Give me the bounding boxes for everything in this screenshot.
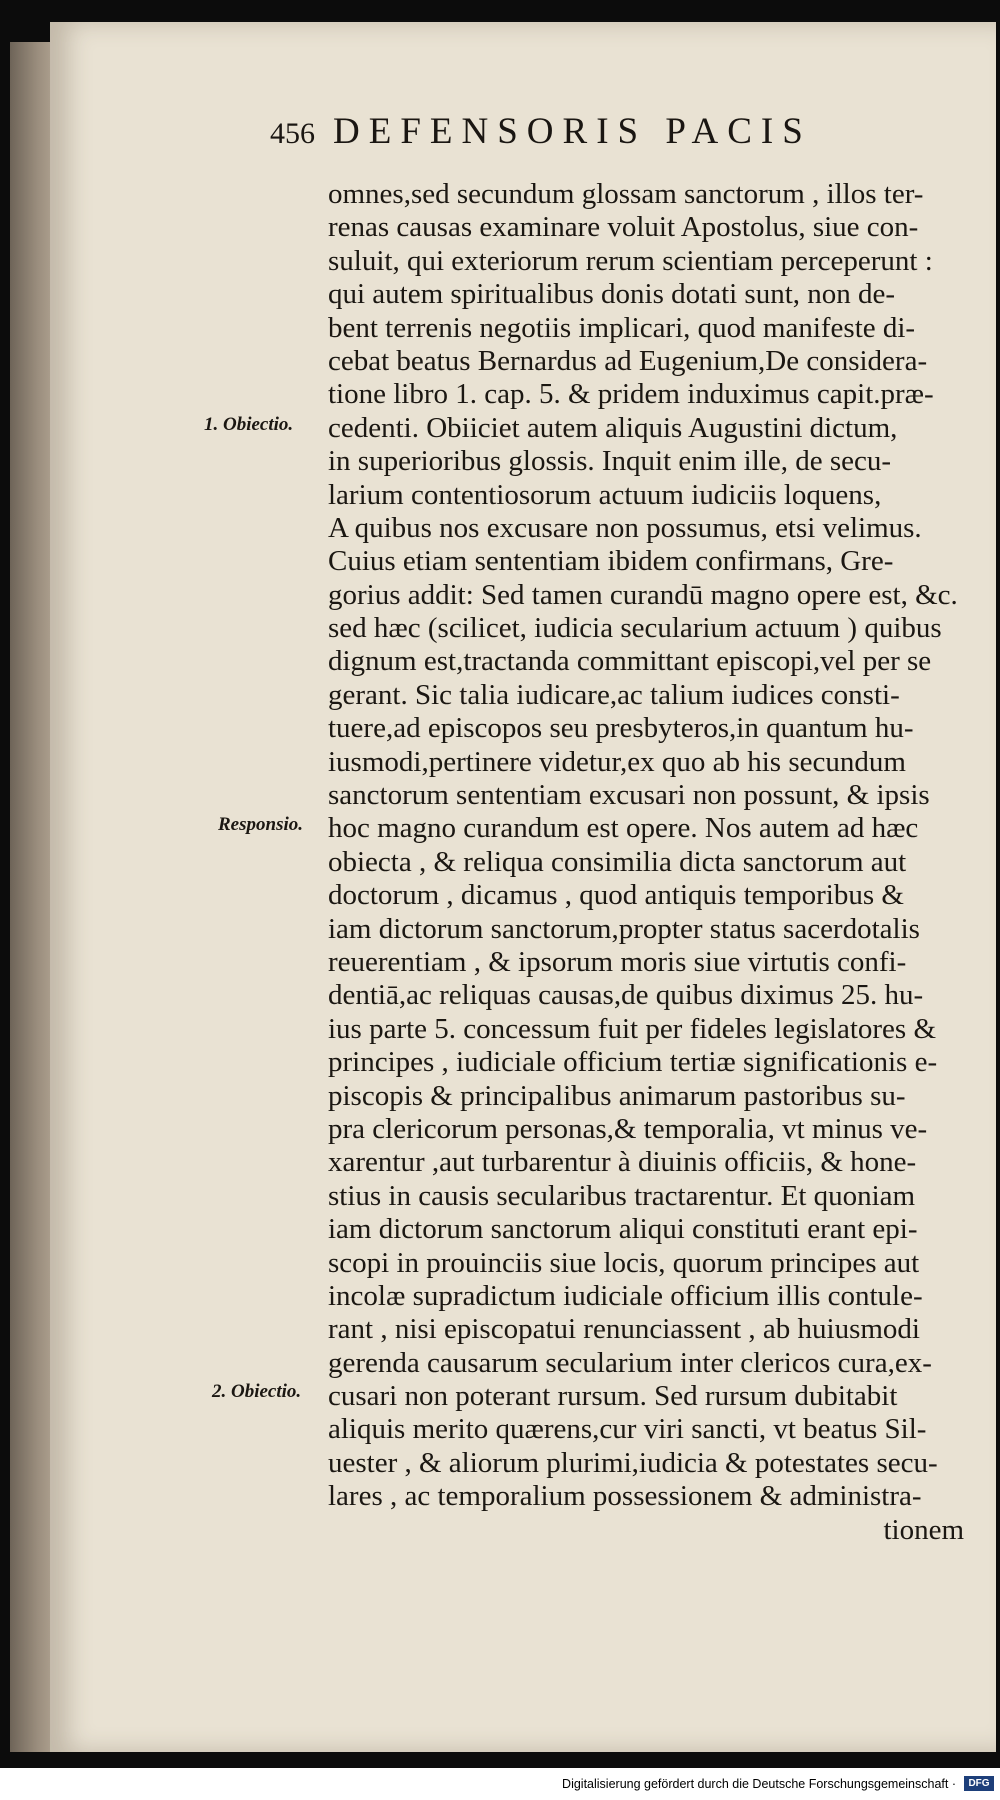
text-line: iam dictorum sanctorum,propter status sacerdotalis [328,912,920,945]
text-line: incolæ supradictum iudiciale officium illis contule- [328,1279,923,1312]
body-text [328,178,964,1547]
text-line: lares , ac temporalium possessionem & administra- [328,1480,922,1513]
text-line: dignum est,tractanda committant episcopi,vel per se [328,645,932,678]
text-line: obiecta , & reliqua consimilia dicta sanctorum aut [328,845,907,878]
text-line: stius in causis secularibus tractarentur. Et quoniam [328,1179,916,1212]
text-line: bent terrenis negotiis implicari, quod manifeste di- [328,311,916,344]
margin-note-second-objection: 2. Obiectio. [212,1381,302,1402]
text-line: suluit, qui exteriorum rerum scientiam perceperunt : [328,244,933,277]
text-line: cebat beatus Bernardus ad Eugenium,De considera- [328,344,928,377]
text-line: A quibus nos excusare non possumus, etsi velimus. [328,511,922,544]
text-line: rant , nisi episcopatui renunciassent , ab huiusmodi [328,1313,920,1346]
text-line: qui autem spiritualibus donis dotati sunt, non de- [328,278,896,311]
text-line: gerant. Sic talia iudicare,ac talium iudices consti- [328,678,900,711]
text-line: scopi in prouinciis siue locis, quorum principes aut [328,1246,920,1279]
text-line: tione libro 1. cap. 5. & pridem induximus capit.præ- [328,378,934,411]
text-line: piscopis & principalibus animarum pastoribus su- [328,1079,906,1112]
text-line: uester , & aliorum plurimi,iudicia & potestates secu- [328,1446,938,1479]
text-line: hoc magno curandum est opere. Nos autem ad hæc [328,812,919,845]
margin-note-first-objection: 1. Obiectio. [204,414,294,435]
text-line: iusmodi,pertinere videtur,ex quo ab his secundum [328,745,906,778]
text-line: iam dictorum sanctorum aliqui constituti erant epi- [328,1213,918,1246]
text-line: Cuius etiam sententiam ibidem confirmans, Gre- [328,545,894,578]
text-line: larium contentiosorum actuum iudiciis loquens, [328,478,882,511]
running-title: DEFENSORIS PACIS [333,111,812,152]
text-line: sed hæc (scilicet, iudicia secularium actuum ) quibus [328,612,942,645]
text-line: omnes,sed secundum glossam sanctorum , illos ter- [328,178,924,210]
text-line: gorius addit: Sed tamen curandū magno opere est, &c. [328,578,958,611]
text-line: cedenti. Obiiciet autem aliquis Augustini dictum, [328,411,898,444]
margin-note-response: Responsio. [218,814,303,835]
text-line: in superioribus glossis. Inquit enim ille, de secu- [328,445,892,478]
catchword: tionem [883,1513,964,1546]
text-line: aliquis merito quærens,cur viri sancti, vt beatus Sil- [328,1413,927,1446]
text-line: dentiā,ac reliquas causas,de quibus diximus 25. hu- [328,979,924,1012]
text-line: principes , iudiciale officium tertiæ significationis e- [328,1046,938,1079]
text-line: pra clericorum personas,& temporalia, vt minus ve- [328,1112,928,1145]
digitization-footer [0,1768,1000,1800]
text-line: doctorum , dicamus , quod antiquis temporibus & [328,879,904,912]
text-line: cusari non poterant rursum. Sed rursum dubitabit [328,1380,898,1413]
digitization-credit: Digitalisierung gefördert durch die Deutsche Forschungsgemeinschaft · [562,1777,956,1791]
text-line: reuerentiam , & ipsorum moris siue virtutis confi- [328,945,907,978]
page-number: 456 [270,117,315,150]
text-line: gerenda causarum secularium inter clericos cura,ex- [328,1346,932,1379]
text-line: renas causas examinare voluit Apostolus, siue con- [328,211,919,244]
text-line: ius parte 5. concessum fuit per fideles legislatores & [328,1012,937,1045]
text-line: sanctorum sententiam excusari non possunt, & ipsis [328,779,930,812]
running-header [270,110,970,153]
text-line: tuere,ad episcopos seu presbyteros,in quantum hu- [328,712,914,745]
text-line: xarentur ,aut turbarentur à diuinis officiis, & hone- [328,1146,917,1179]
dfg-logo: DFG [964,1776,994,1791]
